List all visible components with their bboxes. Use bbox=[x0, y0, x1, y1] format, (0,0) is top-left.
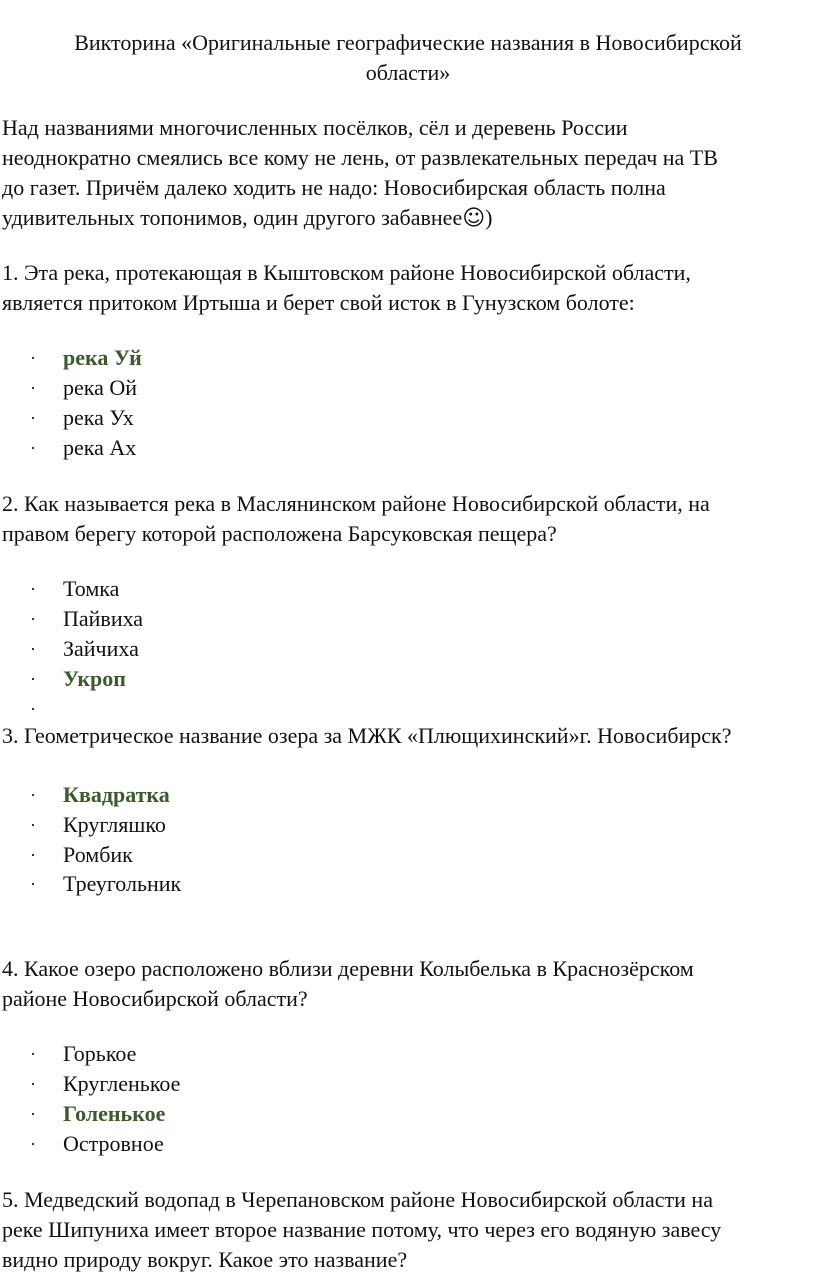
intro-paragraph bbox=[2, 113, 814, 234]
option-label: Островное bbox=[63, 1131, 164, 1156]
option-label: Треугольник bbox=[63, 871, 182, 896]
option-label-correct: река Уй bbox=[63, 345, 142, 370]
bullet-icon: · bbox=[30, 1134, 36, 1154]
question-3-option-3 bbox=[30, 840, 133, 870]
question-line: 5. Медведский водопад в Черепановском районе Новосибирской области на bbox=[2, 1187, 713, 1212]
option-label: Зайчиха bbox=[63, 636, 139, 661]
option-label: Томка bbox=[63, 576, 120, 601]
bullet-icon: · bbox=[30, 408, 36, 428]
intro-line: до газет. Причём далеко ходить не надо: Новосибирская область полна bbox=[2, 175, 666, 200]
intro-line: удивительных топонимов, один другого забавнее bbox=[2, 205, 463, 230]
question-5-text bbox=[2, 1185, 814, 1275]
bullet-icon: · bbox=[30, 699, 36, 719]
question-1-option-2 bbox=[30, 373, 137, 403]
option-label: река Ах bbox=[63, 435, 137, 460]
question-1-text bbox=[2, 258, 814, 318]
bullet-icon: · bbox=[30, 845, 36, 865]
option-label: Горькое bbox=[63, 1041, 137, 1066]
question-line: является притоком Иртыша и берет свой исток в Гунузском болоте: bbox=[2, 290, 635, 315]
question-line: 1. Эта река, протекающая в Кыштовском районе Новосибирской области, bbox=[2, 260, 691, 285]
question-1-option-3 bbox=[30, 403, 134, 433]
question-2-option-1 bbox=[30, 574, 119, 604]
question-1-option-4 bbox=[30, 433, 136, 463]
option-label: Кругляшко bbox=[63, 812, 166, 837]
question-3-text bbox=[2, 721, 814, 751]
quiz-title-line: Викторина «Оригинальные географические названия в Новосибирской bbox=[74, 30, 742, 55]
bullet-icon: · bbox=[30, 378, 36, 398]
question-4-text bbox=[2, 954, 814, 1014]
question-1-option-1 bbox=[30, 343, 142, 373]
option-label-correct: Квадратка bbox=[63, 782, 170, 807]
bullet-icon: · bbox=[30, 815, 36, 835]
intro-line-end: ) bbox=[485, 205, 493, 230]
option-label-correct: Укроп bbox=[63, 666, 126, 691]
question-3-option-4 bbox=[30, 869, 181, 899]
smiley-face-icon: ☺ bbox=[462, 206, 486, 231]
question-line: 2. Как называется река в Маслянинском районе Новосибирской области, на bbox=[2, 491, 710, 516]
question-line: 3. Геометрическое название озера за МЖК «Плющихинский»г. Новосибирск? bbox=[2, 723, 732, 748]
option-label: Ромбик bbox=[63, 842, 133, 867]
intro-line: Над названиями многочисленных посёлков, сёл и деревень России bbox=[2, 115, 628, 140]
bullet-icon: · bbox=[30, 438, 36, 458]
option-label: Кругленькое bbox=[63, 1071, 181, 1096]
question-2-option-3 bbox=[30, 634, 139, 664]
bullet-icon: · bbox=[30, 874, 36, 894]
question-4-option-4 bbox=[30, 1129, 164, 1159]
question-2-option-5 bbox=[30, 694, 63, 724]
question-line: реке Шипуниха имеет второе название потому, что через его водяную завесу bbox=[2, 1217, 722, 1242]
bullet-icon: · bbox=[30, 1074, 36, 1094]
question-2-option-2 bbox=[30, 604, 143, 634]
bullet-icon: · bbox=[30, 1044, 36, 1064]
option-label: река Ой bbox=[63, 375, 138, 400]
intro-line: неоднократно смеялись все кому не лень, от развлекательных передач на ТВ bbox=[2, 145, 718, 170]
question-line: правом берегу которой расположена Барсуковская пещера? bbox=[2, 521, 557, 546]
question-line: 4. Какое озеро расположено вблизи деревни Колыбелька в Краснозёрском bbox=[2, 956, 694, 981]
quiz-title bbox=[0, 28, 816, 88]
question-4-option-3 bbox=[30, 1099, 165, 1129]
quiz-title-line: области» bbox=[365, 60, 451, 85]
bullet-icon: · bbox=[30, 579, 36, 599]
question-3-option-2 bbox=[30, 810, 166, 840]
question-3-option-1 bbox=[30, 780, 170, 810]
option-label: Пайвиха bbox=[63, 606, 144, 631]
question-2-text bbox=[2, 489, 814, 549]
bullet-icon: · bbox=[30, 785, 36, 805]
question-4-option-1 bbox=[30, 1039, 136, 1069]
bullet-icon: · bbox=[30, 348, 36, 368]
bullet-icon: · bbox=[30, 639, 36, 659]
question-line: районе Новосибирской области? bbox=[2, 986, 308, 1011]
question-line: видно природу вокруг. Какое это название? bbox=[2, 1247, 408, 1272]
option-label-correct: Голенькое bbox=[63, 1101, 166, 1126]
question-4-option-2 bbox=[30, 1069, 180, 1099]
option-label: река Ух bbox=[63, 405, 134, 430]
bullet-icon: · bbox=[30, 609, 36, 629]
question-2-option-4 bbox=[30, 664, 126, 694]
bullet-icon: · bbox=[30, 1104, 36, 1124]
bullet-icon: · bbox=[30, 669, 36, 689]
